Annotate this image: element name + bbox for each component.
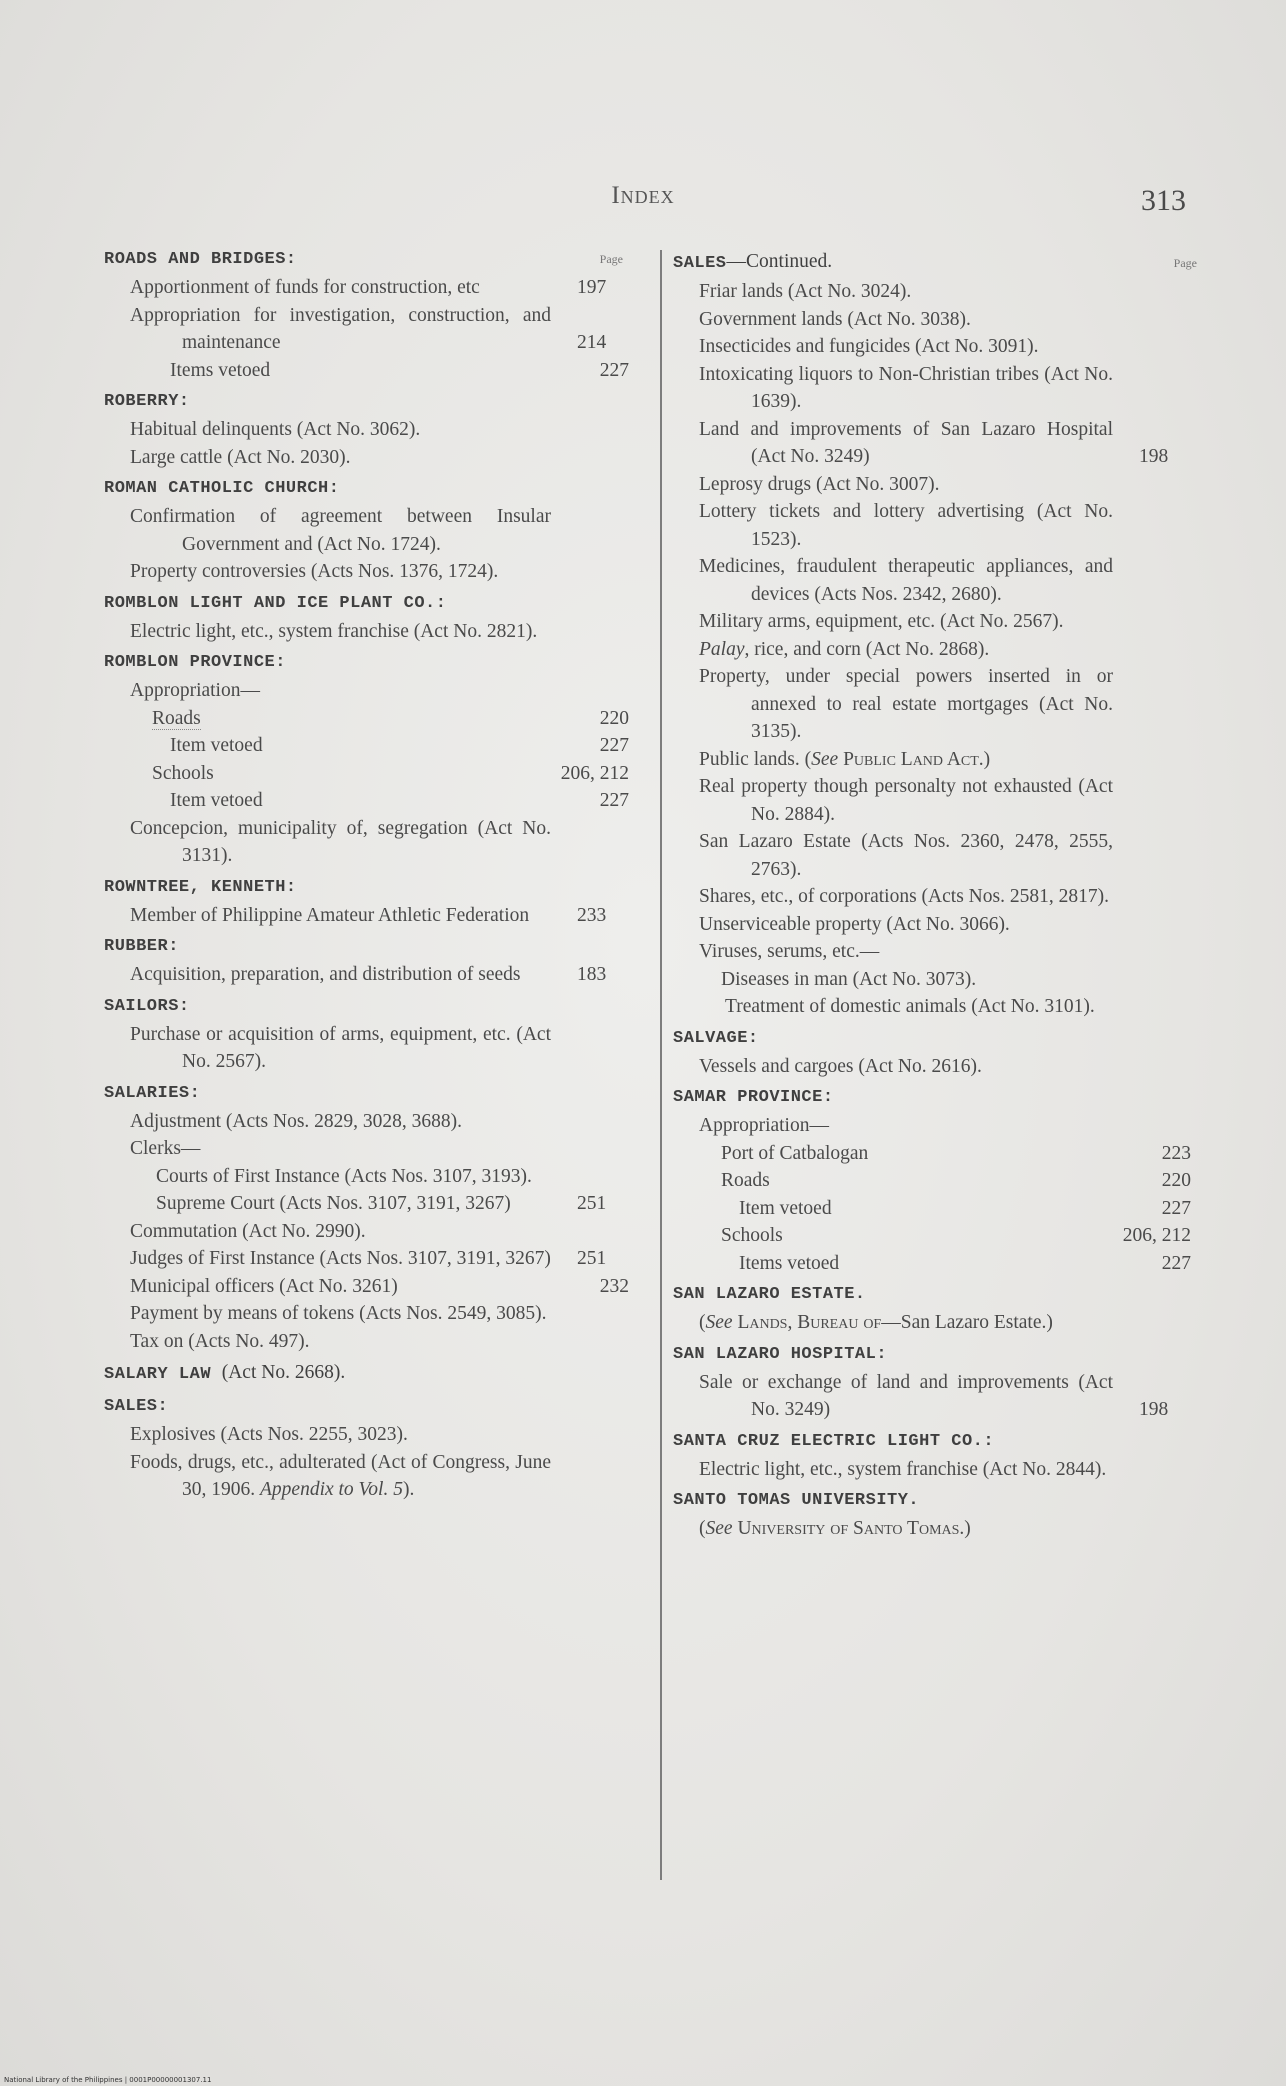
entry-text: Roads	[152, 707, 201, 729]
column-divider	[660, 250, 662, 1880]
entry-text: Apportionment of funds for construction, etc	[130, 277, 480, 298]
index-entry: Military arms, equipment, etc. (Act No. 2567).	[699, 611, 1064, 632]
entry-text: Judges of First Instance (Acts Nos. 3107, 3191, 3267)	[130, 1248, 551, 1269]
index-entry	[673, 636, 1191, 664]
index-entry: Clerks—	[130, 1138, 201, 1159]
index-entry: Purchase or acquisition of arms, equipment, etc. (Act No. 2567).	[130, 1023, 551, 1072]
page-ref: 227	[1161, 1252, 1191, 1274]
index-subentry: Courts of First Instance (Acts Nos. 3107, 3193).	[156, 1165, 532, 1187]
index-entry: Habitual delinquents (Act No. 3062).	[130, 419, 421, 440]
index-entry: Acquisition, preparation, and distribution of seeds 183	[130, 964, 607, 985]
entry-heading: RUBBER:	[104, 937, 179, 956]
index-subentry	[673, 1222, 1191, 1250]
entry-text: Foods, drugs, etc., adulterated (Act of Congress, June 30, 1906.	[130, 1451, 551, 1500]
index-subentry: Diseases in man (Act No. 3073).	[721, 968, 977, 990]
index-entry: Lottery tickets and lottery advertising (Act No. 1523).	[699, 501, 1113, 550]
index-entry: Apportionment of funds for construction, etc 197	[130, 277, 607, 298]
page-ref: 232	[599, 1275, 629, 1297]
right-column	[673, 244, 1197, 1543]
index-subentry	[673, 1167, 1191, 1195]
page-ref: 220	[599, 707, 629, 729]
entry-heading: ROMBLON LIGHT AND ICE PLANT CO.:	[104, 593, 447, 613]
index-entry: Electric light, etc., system franchise (Act No. 2844).	[699, 1458, 1107, 1480]
index-entry: Appropriation for investigation, construction, and maintenance 214	[130, 304, 607, 353]
page-ref: 227	[599, 359, 629, 381]
index-entry: Medicines, fraudulent therapeutic appliances, and devices (Acts Nos. 2342, 2680).	[699, 556, 1113, 605]
index-entry: Intoxicating liquors to Non-Christian tribes (Act No. 1639).	[699, 363, 1113, 412]
index-entry: Explosives (Acts Nos. 2255, 3023).	[130, 1424, 408, 1445]
heading-text: SALES	[673, 254, 727, 273]
index-entry: Property controversies (Acts Nos. 1376, 1724).	[130, 561, 499, 582]
entry-heading: ROWNTREE, KENNETH:	[104, 877, 297, 897]
index-entry: Shares, etc., of corporations (Acts Nos. 2581, 2817).	[699, 886, 1109, 907]
index-entry: Confirmation of agreement between Insular Government and (Act No. 1724).	[130, 506, 551, 555]
cross-reference: Public Land Act	[843, 748, 979, 770]
cross-reference: Lands, Bureau of	[737, 1312, 882, 1333]
entry-text: Item vetoed	[170, 790, 263, 811]
entry-text: Sale or exchange of land and improvements (Act No. 3249)	[699, 1371, 1113, 1420]
entry-heading: SALES:	[104, 1397, 169, 1416]
index-entry: Adjustment (Acts Nos. 2829, 3028, 3688).	[130, 1110, 463, 1132]
index-entry: Government lands (Act No. 3038).	[699, 308, 971, 330]
index-entry	[104, 1449, 629, 1504]
entry-text: Port of Catbalogan	[721, 1142, 869, 1164]
entry-text: Schools	[152, 762, 214, 784]
page-ref: 227	[599, 790, 629, 811]
index-entry: Property, under special powers inserted in or annexed to real estate mortgages (Act No. 3135).	[699, 666, 1113, 742]
entry-end: ).	[402, 1479, 415, 1500]
index-entry: Tax on (Acts No. 497).	[130, 1330, 310, 1352]
index-subentry	[673, 1195, 1191, 1223]
entry-heading: SAN LAZARO ESTATE.	[673, 1285, 866, 1304]
entry-text: Schools	[721, 1225, 783, 1246]
page-ref: 220	[1161, 1170, 1191, 1191]
scan-footer: National Library of the Philippines | 0001P00000001307.11	[4, 2076, 212, 2084]
index-entry	[104, 1273, 629, 1301]
index-entry: Insecticides and fungicides (Act No. 3091).	[699, 336, 1039, 357]
entry-heading: SALARIES:	[104, 1083, 201, 1103]
heading-tail: —Continued.	[726, 251, 833, 272]
left-column	[104, 242, 629, 1504]
entry-italic: Appendix to Vol. 5	[260, 1479, 403, 1500]
entry-text: Items vetoed	[170, 359, 271, 381]
index-entry	[673, 746, 1191, 774]
index-entry: Commutation (Act No. 2990).	[130, 1220, 366, 1242]
index-entry: Leprosy drugs (Act No. 3007).	[699, 473, 940, 495]
index-entry: Viruses, serums, etc.—	[699, 941, 880, 962]
see-italic: See	[705, 1312, 733, 1333]
entry-heading: ROADS AND BRIDGES:	[104, 250, 297, 269]
index-entry: Judges of First Instance (Acts Nos. 3107, 3191, 3267) 251	[130, 1248, 607, 1269]
paren-open: (	[699, 1518, 706, 1539]
cross-reference: University of Santo Tomas	[737, 1518, 960, 1539]
entry-text: Acquisition, preparation, and distribution of seeds	[130, 964, 521, 985]
entry-heading: SANTA CRUZ ELECTRIC LIGHT CO.:	[673, 1431, 995, 1451]
page-number: 313	[1141, 184, 1186, 217]
index-subentry	[104, 732, 629, 760]
entry-text: .)	[959, 1518, 971, 1539]
index-subentry: Treatment of domestic animals (Act No. 3101).	[725, 996, 1095, 1017]
page-ref: 206, 212	[1122, 1225, 1191, 1246]
index-entry: Large cattle (Act No. 2030).	[130, 446, 351, 468]
index-entry: Sale or exchange of land and improvements (Act No. 3249) 198	[699, 1371, 1169, 1420]
entry-end: .)	[978, 748, 991, 770]
index-entry: Land and improvements of San Lazaro Hospital (Act No. 3249) 198	[699, 418, 1169, 467]
page-ref: 206, 212	[560, 762, 629, 784]
index-entry: Real property though personalty not exhausted (Act No. 2884).	[699, 776, 1113, 825]
index-entry: Concepcion, municipality of, segregation (Act No. 3131).	[130, 817, 551, 866]
entry-heading	[104, 1359, 629, 1389]
entry-text: Municipal officers (Act No. 3261)	[130, 1275, 398, 1297]
heading-text: SALARY LAW	[104, 1365, 212, 1384]
entry-text: Item vetoed	[739, 1197, 832, 1219]
entry-text: Item vetoed	[170, 735, 263, 756]
entry-text: Public lands. (	[699, 748, 812, 770]
index-subentry	[104, 760, 629, 788]
entry-text: Supreme Court (Acts Nos. 3107, 3191, 3267)	[156, 1193, 511, 1214]
page-ref: 227	[599, 735, 629, 756]
index-subentry: Supreme Court (Acts Nos. 3107, 3191, 3267) 251	[156, 1193, 607, 1214]
index-subentry	[104, 357, 629, 385]
index-entry	[673, 1309, 1191, 1337]
entry-text: —San Lazaro Estate.)	[881, 1312, 1053, 1333]
page-ref: 223	[1161, 1142, 1191, 1164]
index-entry	[673, 1515, 1191, 1543]
page-ref: 227	[1161, 1197, 1191, 1219]
page-column-label: Page	[1173, 256, 1197, 270]
entry-text: Appropriation for investigation, construction, and maintenance	[130, 304, 551, 353]
entry-text: Items vetoed	[739, 1252, 840, 1274]
index-subentry	[673, 1250, 1191, 1278]
index-entry: Member of Philippine Amateur Athletic Federation 233	[130, 904, 607, 926]
index-subentry	[673, 1140, 1191, 1168]
entry-text: Roads	[721, 1170, 770, 1191]
entry-heading: SAN LAZARO HOSPITAL:	[673, 1344, 888, 1364]
see-italic: See	[811, 748, 839, 770]
entry-text: Land and improvements of San Lazaro Hospital (Act No. 3249)	[699, 418, 1113, 467]
index-entry: Unserviceable property (Act No. 3066).	[699, 913, 1010, 935]
index-entry: San Lazaro Estate (Acts Nos. 2360, 2478, 2555, 2763).	[699, 831, 1113, 880]
index-entry: Payment by means of tokens (Acts Nos. 2549, 3085).	[130, 1303, 547, 1324]
entry-heading	[673, 248, 1191, 278]
index-entry: Vessels and cargoes (Act No. 2616).	[699, 1055, 982, 1077]
heading-tail: (Act No. 2668).	[221, 1362, 346, 1383]
entry-heading: SALVAGE:	[673, 1028, 759, 1048]
entry-text: Member of Philippine Amateur Athletic Federation	[130, 904, 530, 926]
entry-heading: ROMBLON PROVINCE:	[104, 653, 286, 672]
see-italic: See	[705, 1518, 733, 1539]
index-entry: Friar lands (Act No. 3024).	[699, 281, 912, 302]
index-subentry	[104, 705, 629, 733]
entry-italic: Palay	[699, 638, 745, 660]
index-subentry	[104, 787, 629, 815]
entry-heading: ROMAN CATHOLIC CHURCH:	[104, 479, 340, 498]
entry-text: , rice, and corn (Act No. 2868).	[744, 638, 990, 660]
entry-heading: ROBERRY:	[104, 392, 190, 411]
entry-heading: SANTO TOMAS UNIVERSITY.	[673, 1491, 920, 1510]
page-column-label: Page	[599, 252, 623, 266]
index-entry: Appropriation—	[699, 1115, 829, 1136]
entry-heading: SAMAR PROVINCE:	[673, 1088, 834, 1107]
running-head-title: Index	[611, 182, 675, 209]
entry-heading: SAILORS:	[104, 996, 190, 1016]
index-entry: Electric light, etc., system franchise (Act No. 2821).	[130, 620, 538, 642]
paren-open: (	[699, 1312, 706, 1333]
index-entry: Appropriation—	[130, 680, 260, 701]
